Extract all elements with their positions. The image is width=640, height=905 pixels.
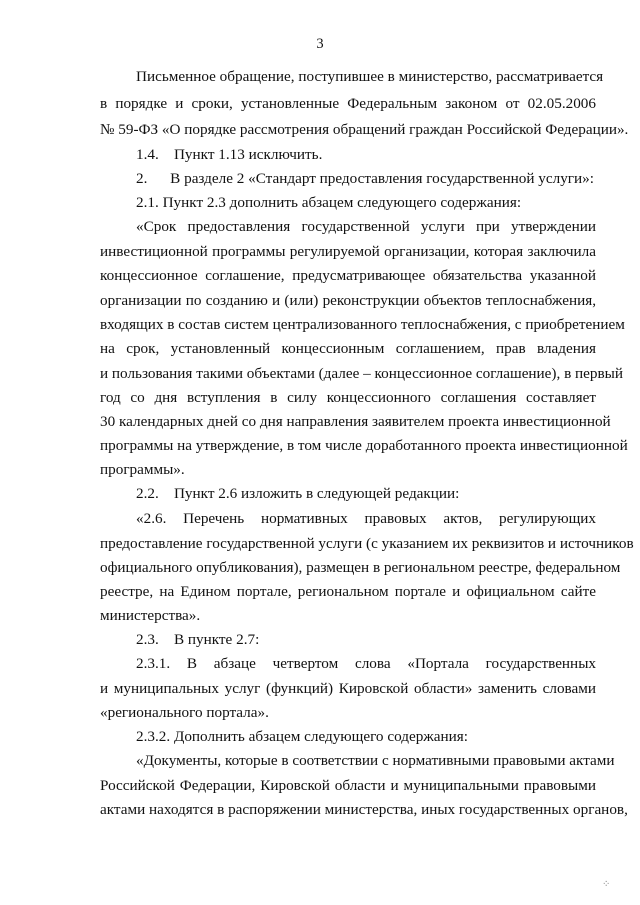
text-line: предоставление государственной услуги (с указанием их реквизитов и источников: [100, 535, 634, 552]
text-line: реестре, на Едином портале, региональном портале и официальном сайте: [100, 583, 596, 600]
text-line: Письменное обращение, поступившее в министерство, рассматривается: [136, 68, 604, 85]
text-line: входящих в состав систем централизованного теплоснабжения, с приобретением: [100, 316, 625, 333]
text-line: на срок, установленный концессионным соглашением, прав владения: [100, 340, 596, 357]
text-line: в порядке и сроки, установленные Федеральным законом от 02.05.2006: [100, 95, 596, 112]
text-line: и муниципальных услуг (функций) Кировской области» заменить словами: [100, 680, 596, 697]
text-line: 2.1. Пункт 2.3 дополнить абзацем следующего содержания:: [136, 194, 522, 211]
text-line: министерства».: [100, 607, 201, 624]
text-line: № 59-ФЗ «О порядке рассмотрения обращений граждан Российской Федерации».: [100, 121, 629, 138]
scan-speck: ⁘: [602, 879, 611, 890]
text-line: 2.3.1. В абзаце четвертом слова «Портала государственных: [136, 655, 596, 672]
text-line: «2.6. Перечень нормативных правовых актов, регулирующих: [136, 510, 596, 527]
text-line: 30 календарных дней со дня направления заявителем проекта инвестиционной: [100, 413, 611, 430]
text-line: 2.3. В пункте 2.7:: [136, 631, 260, 648]
text-line: 2.2. Пункт 2.6 изложить в следующей редакции:: [136, 485, 460, 502]
text-line: Российской Федерации, Кировской области и муниципальными правовыми: [100, 777, 596, 794]
text-line: инвестиционной программы регулируемой организации, которая заключила: [100, 243, 596, 260]
text-line: актами находятся в распоряжении министерства, иных государственных органов,: [100, 801, 628, 818]
text-line: 2.3.2. Дополнить абзацем следующего содержания:: [136, 728, 468, 745]
text-line: концессионное соглашение, предусматривающее обязательства указанной: [100, 267, 596, 284]
text-line: официального опубликования), размещен в региональном реестре, федеральном: [100, 559, 621, 576]
text-line: и пользования такими объектами (далее – концессионное соглашение), в первый: [100, 365, 624, 382]
page-number: 3: [316, 36, 324, 52]
text-line: организации по созданию и (или) реконструкции объектов теплоснабжения,: [100, 292, 596, 309]
text-line: «регионального портала».: [100, 704, 269, 721]
text-line: «Срок предоставления государственной услуги при утверждении: [136, 218, 596, 235]
text-line: 2. В разделе 2 «Стандарт предоставления государственной услуги»:: [136, 170, 594, 187]
text-line: 1.4. Пункт 1.13 исключить.: [136, 146, 323, 163]
text-line: год со дня вступления в силу концессионного соглашения составляет: [100, 389, 596, 406]
text-line: программы на утверждение, в том числе доработанного проекта инвестиционной: [100, 437, 628, 454]
text-line: «Документы, которые в соответствии с нормативными правовыми актами: [136, 752, 615, 769]
text-line: программы».: [100, 461, 185, 478]
